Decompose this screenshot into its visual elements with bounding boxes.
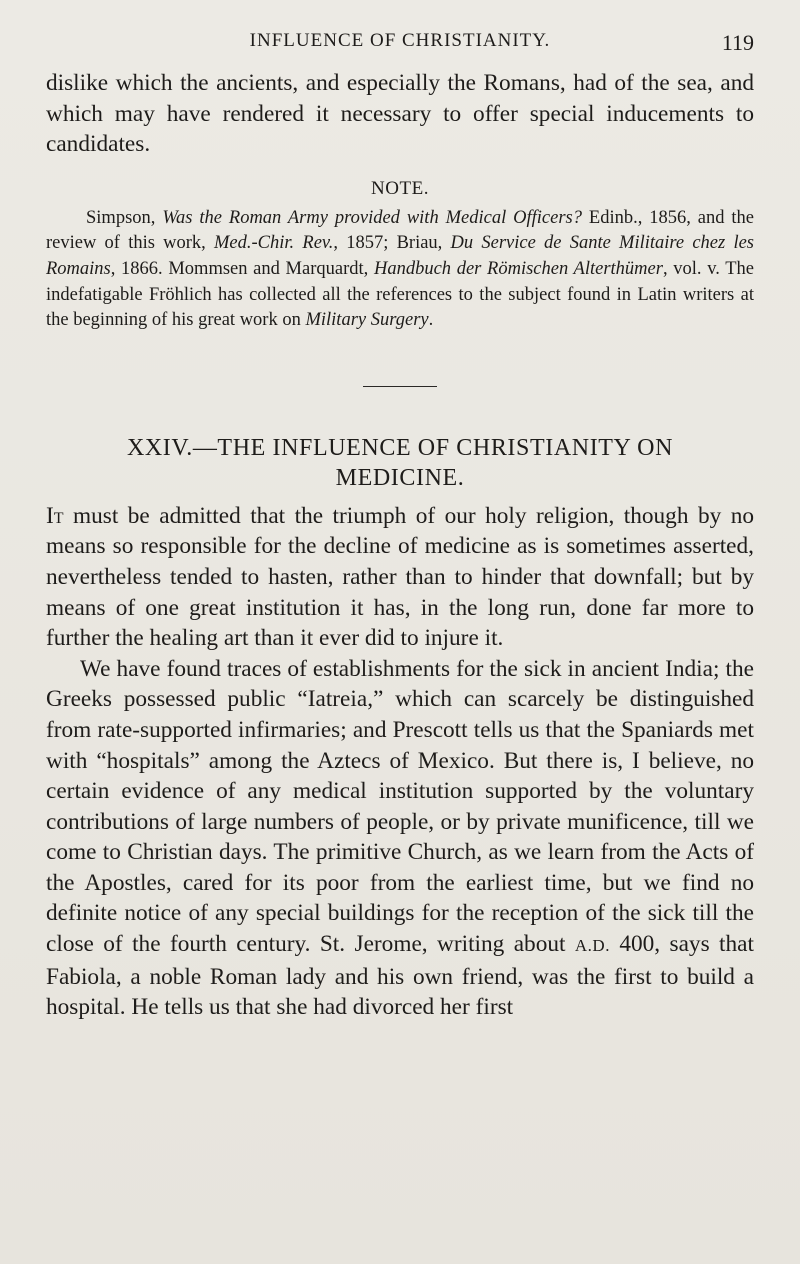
chapter-body <box>46 501 754 1023</box>
chapter-title-line-2: MEDICINE. <box>335 464 465 491</box>
note-text-run: Edinb., 1856, and the review of this work, <box>46 207 754 254</box>
section-divider <box>363 386 437 387</box>
note-text-run: . <box>428 310 434 331</box>
note-text-run: , 1866. Mommsen and Marquardt, <box>110 258 374 279</box>
note-cited-title: Military Surgery <box>305 310 429 331</box>
opening-word: It <box>46 502 64 529</box>
chapter-title <box>46 433 754 493</box>
intro-paragraph: dislike which the ancients, and especially the Romans, had of the sea, and which may have rendered it necessary to offer special inducements to candidates. <box>46 70 754 158</box>
note-cited-title: Was the Roman Army provided with Medical Officers? <box>162 207 582 228</box>
paragraph-2-text-a: We have found traces of establishments for the sick in ancient India; the Greeks possessed public “Iatreia,” which can scarcely be distinguished from rate-supported infirmaries; and Prescott tells us that the Spaniards met with “hospitals” among the Aztecs of Mexico. But there is, I believe, no certain evidence of any medical institution supported by the voluntary contributions of large numbers of people, or by private munificence, till we come to Christian days. The primitive Church, as we learn from the Acts of the Apostles, cared for its poor from the earliest time, but we find no definite notice of any special buildings for the reception of the sick till the close of the fourth century. St. Jerome, writing about <box>46 655 754 958</box>
running-head <box>46 22 754 68</box>
chapter-paragraph-1 <box>46 501 754 654</box>
note-cited-title: Handbuch der Römischen Alterthümer <box>373 258 663 279</box>
era-abbreviation: A.D. <box>574 936 610 956</box>
note-text-run: , vol. v. The indefatigable Fröhlich has collected all the references to the subject found in Latin writers at the beginning of his great work on <box>46 258 754 331</box>
note-heading: NOTE. <box>371 177 429 199</box>
note-paragraph <box>46 206 754 334</box>
intro-section <box>46 68 754 160</box>
paragraph-2-text-b: 400, says that Fabiola, a noble Roman lady and his own friend, was the first to build a hospital. He tells us that she had divorced her first <box>46 931 754 1021</box>
note-cited-title: Du Service de Sante Militaire chez les Romains <box>46 233 754 279</box>
note-text-run: , 1857; Briau, <box>333 233 451 254</box>
running-title: INFLUENCE OF CHRISTIANITY. <box>249 30 551 51</box>
chapter-title-line-1: XXIV.—THE INFLUENCE OF CHRISTIANITY ON <box>126 434 674 461</box>
note-text-run: Simpson, <box>86 207 163 228</box>
page-number: 119 <box>721 30 754 55</box>
paragraph-1-text: must be admitted that the triumph of our holy religion, though by no means so responsible for the decline of medicine as is sometimes asserted, nevertheless tended to hasten, rather than to hinder that downfall; but by means of one great institution it has, in the long run, done far more to further the healing art than it ever did to injure it. <box>46 502 754 652</box>
chapter-paragraph-2 <box>46 654 754 1023</box>
note-cited-title: Med.-Chir. Rev. <box>214 233 334 254</box>
